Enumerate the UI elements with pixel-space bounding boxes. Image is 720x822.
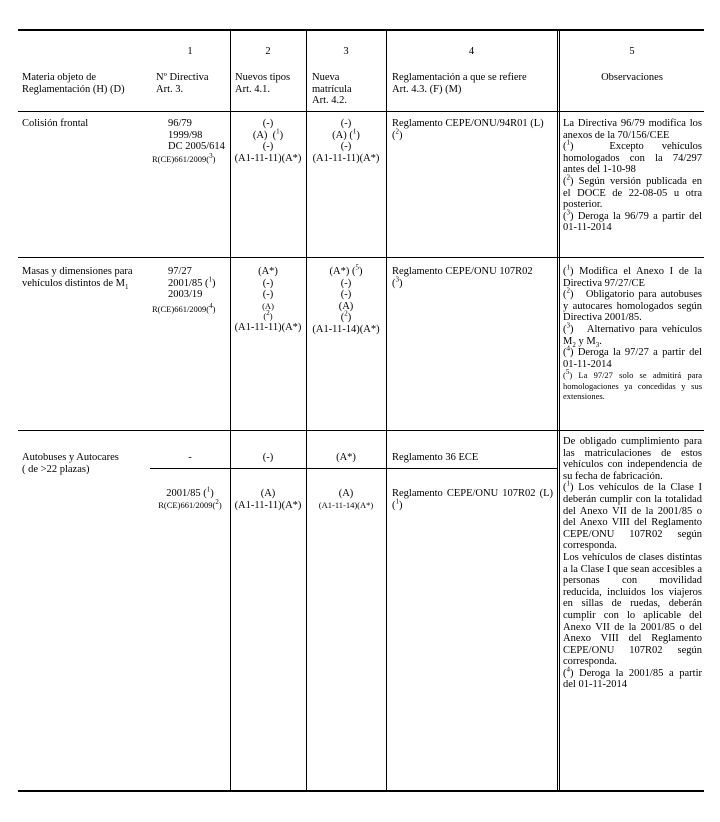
header-subject bbox=[22, 72, 148, 95]
col-number-5: 5 bbox=[629, 46, 635, 57]
row2-subject bbox=[22, 266, 148, 289]
col-rule-4 bbox=[557, 29, 560, 791]
header-subject-line1: Materia objeto de bbox=[22, 72, 97, 83]
row3a-new-types: (-) bbox=[262, 452, 274, 463]
row2-new-reg-3: (-) bbox=[340, 289, 352, 301]
row2-directive-2: 2001/85 ($^1$) bbox=[168, 275, 216, 289]
row2-directive-2-text: 2001/85 ( bbox=[168, 277, 209, 289]
row3a-new-registration: (A*) bbox=[336, 452, 356, 463]
row2-new-types-1: (A*) bbox=[258, 266, 278, 277]
row1-new-types-2-text: (A) bbox=[252, 129, 268, 141]
row1-obs-3-mark: 3 bbox=[566, 208, 570, 217]
row2-obs-1: ($^1$) Modifica el Anexo I de la Directiva 97/27/CE bbox=[563, 263, 702, 289]
row2-obs-5-text: La 97/27 solo se admitirá para homologaciones ya concedidas y sus extensiones. bbox=[563, 370, 702, 402]
row3-obs-intro: De obligado cumplimiento para las matriculaciones de estos vehículos con independencia de su fecha de fabricación. bbox=[563, 436, 702, 482]
header-new-types-line2: Art. 4.1. bbox=[235, 83, 270, 95]
row3b-directive-small-sup: 2 bbox=[215, 497, 219, 506]
row2-new-reg-4: (A) bbox=[338, 300, 354, 312]
header-regulation-line2: Art. 4.3. (F) (M) bbox=[392, 83, 462, 95]
row3-obs-4-mark: 4 bbox=[566, 665, 570, 674]
row2-new-types-5-sup: 2 bbox=[266, 309, 270, 318]
row3-observations bbox=[563, 436, 702, 691]
row2-obs-3-text: Alternativo para vehículos M bbox=[563, 323, 702, 347]
header-directive bbox=[156, 72, 228, 95]
col-number-1: 1 bbox=[187, 46, 193, 57]
row1-directive-small: R(CE)661/2009($^3$) bbox=[152, 151, 216, 164]
row2-directive-small: R(CE)661/2009($^4$) bbox=[152, 301, 216, 314]
row2-directive-small-text: R(CE)661/2009( bbox=[152, 303, 210, 314]
row2-new-reg-5-sup: 2 bbox=[344, 309, 348, 318]
row3b-regulation bbox=[392, 488, 553, 511]
row1-directive-1: 96/79 bbox=[168, 118, 192, 129]
header-directive-line1: Nº Directiva bbox=[156, 72, 209, 83]
row2-obs-1-text: Modifica el Anexo I de la Directiva 97/27/CE bbox=[563, 266, 702, 289]
row2-new-registration bbox=[306, 263, 386, 336]
row2-obs-5-mark: 5 bbox=[565, 368, 570, 377]
row3-obs-4: ($^4$) Deroga la 2001/85 a partir del 01-11-2014 bbox=[563, 665, 702, 691]
row3b-regulation-text-wrap: Reglamento CEPE/ONU 107R02 (L) ($^1$) bbox=[392, 488, 553, 511]
row2-regulation-note-sup: 3 bbox=[395, 275, 399, 284]
row3-obs-1: ($^1$) Los vehículos de la Clase I deberán cumplir con la totalidad del Anexo VII de la 2001/85 o del Anexo VIII del Reglamento CEPE/ONU 107R02 según corresponda. bbox=[563, 479, 702, 552]
row1-regulation-text: Reglamento CEPE/ONU/94R01 (L) bbox=[392, 118, 544, 129]
row1-directive-2: 1999/98 bbox=[168, 129, 203, 141]
row1-new-reg-2: (A) ($^1$) bbox=[332, 127, 360, 141]
row1-new-reg-1: (-) bbox=[340, 118, 352, 129]
row2-subject-sub: 1 bbox=[124, 282, 129, 291]
row1-obs-2: ($^2$) Según versión publicada en el DOCE de 22-08-05 u otra posterior. bbox=[563, 173, 702, 211]
row1-new-types-1: (-) bbox=[262, 118, 274, 129]
row3b-directive-small-text: R(CE)661/2009( bbox=[158, 499, 216, 510]
row1-new-types-2-sup: 1 bbox=[276, 127, 280, 136]
table-top-rule bbox=[18, 29, 704, 31]
row2-new-reg-1: (A*) ($^5$) bbox=[329, 263, 363, 277]
row3b-directive-1: 2001/85 ($^1$) bbox=[166, 485, 214, 499]
row2-obs-2-mark: 2 bbox=[566, 286, 570, 295]
row3b-directive-text: 2001/85 ( bbox=[166, 488, 207, 499]
row1-regulation-note-sup: 2 bbox=[395, 127, 399, 136]
row1-obs-1-mark: 1 bbox=[566, 138, 570, 147]
row1-obs-1-text: Excepto vehículos homologados con la 74/297 antes del 1-10-98 bbox=[563, 141, 702, 176]
row2-obs-2-text: Obligatorio para autobuses y autocares homologados según Directiva 2001/85. bbox=[563, 289, 703, 324]
row3b-new-types bbox=[230, 488, 306, 511]
header-new-registration-line2: matrícula bbox=[312, 83, 352, 95]
row3-subject bbox=[22, 452, 148, 475]
row3b-directive bbox=[150, 485, 230, 510]
row2-new-types bbox=[230, 266, 306, 333]
row1-new-registration bbox=[306, 118, 386, 164]
row1-observations bbox=[563, 118, 702, 234]
row2-observations bbox=[563, 263, 703, 402]
row2-directive-small-sup: 4 bbox=[209, 301, 213, 310]
row1-obs-2-mark: 2 bbox=[566, 173, 570, 182]
row1-regulation bbox=[392, 118, 555, 141]
table-bottom-rule bbox=[18, 790, 704, 792]
header-new-types bbox=[235, 72, 305, 95]
row2-directives bbox=[150, 266, 230, 314]
row3a-regulation: Reglamento 36 ECE bbox=[392, 452, 479, 463]
row1-new-types-4: (A1-11-11)(A*) bbox=[234, 152, 302, 164]
row3a-directive: - bbox=[188, 452, 192, 463]
row2-regulation bbox=[392, 266, 555, 289]
row1-obs-1: ($^1$) Excepto vehículos homologados con la 74/297 antes del 1-10-98 bbox=[563, 138, 702, 176]
row1-new-types-2: (A) ($^1$) bbox=[252, 127, 284, 141]
row3b-directive-sup: 1 bbox=[206, 485, 211, 494]
row3-obs-1-text: Los vehículos de la Clase I deberán cumplir con la totalidad del Anexo VII de la 2001/85 o del Anexo VIII del Reglamento CEPE/ONU 107R02 según corresponda. bbox=[563, 482, 702, 552]
row2-directive-1: 97/27 bbox=[168, 266, 192, 277]
row2-new-types-2: (-) bbox=[262, 277, 274, 289]
row2-new-reg-5: ($^2$) bbox=[340, 309, 352, 324]
col-number-4: 4 bbox=[468, 46, 475, 57]
header-subject-line2: Reglamentación (H) (D) bbox=[22, 83, 125, 95]
row3-obs-2: Los vehículos de clases distintas a la Clase I que sean accesibles a personas con movilidad reducida, incluidos los viajeros en sillas de ruedas, deberán cumplir con lo aplicable del Anexo VII de la 2001/85 o del Anexo VIII del Reglamento CEPE/ONU 107R02 según corresponda. bbox=[563, 551, 702, 668]
row2-obs-4-mark: 4 bbox=[566, 344, 570, 353]
header-bottom-rule bbox=[18, 111, 704, 112]
row1-obs-0: La Directiva 96/79 modifica los anexos de la 70/156/CEE bbox=[563, 118, 702, 141]
row2-directive-2-sup: 1 bbox=[208, 275, 213, 284]
row1-new-types-3: (-) bbox=[262, 141, 274, 153]
row1-new-reg-2-text: (A) bbox=[332, 129, 347, 141]
row3b-new-types-2: (A1-11-11)(A*) bbox=[234, 499, 302, 511]
row1-directive-3: DC 2005/614 bbox=[168, 141, 225, 153]
row3b-new-types-1: (A) bbox=[260, 488, 276, 499]
row2-new-reg-1-text: (A*) bbox=[329, 266, 350, 277]
row2-new-reg-6: (A1-11-14)(A*) bbox=[312, 323, 380, 335]
row1-new-reg-2-sup: 1 bbox=[352, 127, 357, 136]
col-rule-3 bbox=[386, 29, 387, 791]
row3-subject-line2: ( de >22 plazas) bbox=[22, 463, 90, 475]
row2-obs-1-mark: 1 bbox=[566, 263, 570, 272]
row1-obs-3-text: Deroga la 96/79 a partir del 01-11-2014 bbox=[563, 210, 702, 234]
row1-directive-small-text: R(CE)661/2009( bbox=[152, 153, 210, 164]
row1-directive-small-sup: 3 bbox=[209, 151, 213, 160]
row2-bottom-rule bbox=[18, 430, 704, 431]
row2-obs-5: ($^5$) La 97/27 solo se admitirá para homologaciones ya concedidas y sus extensiones. bbox=[563, 368, 702, 402]
row2-obs-3-mark: 3 bbox=[566, 321, 570, 330]
header-new-types-line1: Nuevos tipos bbox=[235, 72, 291, 83]
row2-subject-line1: Masas y dimensiones para bbox=[22, 266, 133, 277]
row2-obs-2: ($^2$) Obligatorio para autobuses y autocares homologados según Directiva 2001/85. bbox=[563, 286, 703, 324]
row3-obs-4-text: Deroga la 2001/85 a partir del 01-11-2014 bbox=[563, 667, 702, 691]
row3b-regulation-text: Reglamento CEPE/ONU 107R02 (L) ( bbox=[392, 488, 553, 511]
row3-obs-1-mark: 1 bbox=[566, 479, 570, 488]
header-regulation bbox=[392, 72, 555, 95]
row2-obs-4-text: Deroga la 97/27 a partir del 01-11-2014 bbox=[563, 347, 702, 370]
row2-regulation-note: ($^3$) bbox=[392, 275, 403, 289]
row2-obs-3: ($^3$) Alternativo para vehículos $M_2$ y $M_3$. bbox=[563, 321, 702, 349]
row3b-new-registration bbox=[306, 488, 386, 510]
header-new-registration-line3: Art. 4.2. bbox=[312, 95, 347, 107]
col-number-2: 2 bbox=[265, 46, 271, 57]
row3b-directive-small: R(CE)661/2009($^2$) bbox=[158, 497, 222, 510]
row2-regulation-text: Reglamento CEPE/ONU 107R02 bbox=[392, 266, 533, 277]
row3-split-rule bbox=[150, 468, 558, 469]
row1-new-reg-3: (-) bbox=[340, 141, 352, 153]
header-new-registration-line1: Nueva bbox=[312, 72, 340, 83]
row1-bottom-rule bbox=[18, 257, 704, 258]
col-number-3: 3 bbox=[343, 46, 349, 57]
row2-subject-line2 bbox=[22, 278, 148, 290]
row1-new-reg-4: (A1-11-11)(A*) bbox=[312, 152, 380, 164]
row3b-new-reg-1: (A) bbox=[338, 488, 354, 499]
header-directive-line2: Art. 3. bbox=[156, 83, 184, 95]
row1-regulation-note: ($^2$) bbox=[392, 127, 403, 141]
row3b-new-reg-2: (A1-11-14)(A*) bbox=[318, 499, 374, 510]
row2-obs-3-sub1: 2 bbox=[572, 340, 576, 349]
row2-obs-3-mid: y M bbox=[575, 335, 596, 347]
row2-new-reg-1-sup: 5 bbox=[355, 263, 359, 272]
row2-new-types-6: (A1-11-11)(A*) bbox=[234, 321, 302, 333]
row1-new-types bbox=[230, 118, 306, 164]
row2-obs-4: ($^4$) Deroga la 97/27 a partir del 01-11-2014 bbox=[563, 344, 702, 370]
row2-new-types-3: (-) bbox=[262, 289, 274, 301]
row2-directive-3: 2003/19 bbox=[168, 289, 203, 301]
row3-subject-line1: Autobuses y Autocares bbox=[22, 452, 119, 463]
row2-obs-3-sub2: 3 bbox=[595, 340, 600, 349]
row3b-regulation-sup: 1 bbox=[395, 497, 399, 506]
row2-obs-3-end: . bbox=[599, 335, 602, 347]
row1-subject: Colisión frontal bbox=[22, 118, 89, 129]
header-regulation-line1: Reglamentación a que se refiere bbox=[392, 72, 527, 83]
row2-subject-line2-text: vehículos distintos de M bbox=[22, 277, 125, 289]
row1-obs-3: ($^3$) Deroga la 96/79 a partir del 01-11-2014 bbox=[563, 208, 702, 234]
row1-directives bbox=[150, 118, 230, 164]
row2-new-types-4: (A) bbox=[262, 300, 274, 311]
header-observations: Observaciones bbox=[601, 72, 663, 83]
row2-new-reg-2: (-) bbox=[340, 277, 352, 289]
header-new-registration bbox=[312, 72, 384, 107]
row1-obs-2-text: Según versión publicada en el DOCE de 22-08-05 u otra posterior. bbox=[563, 175, 702, 211]
row2-new-types-5: ($^2$) bbox=[263, 309, 273, 322]
